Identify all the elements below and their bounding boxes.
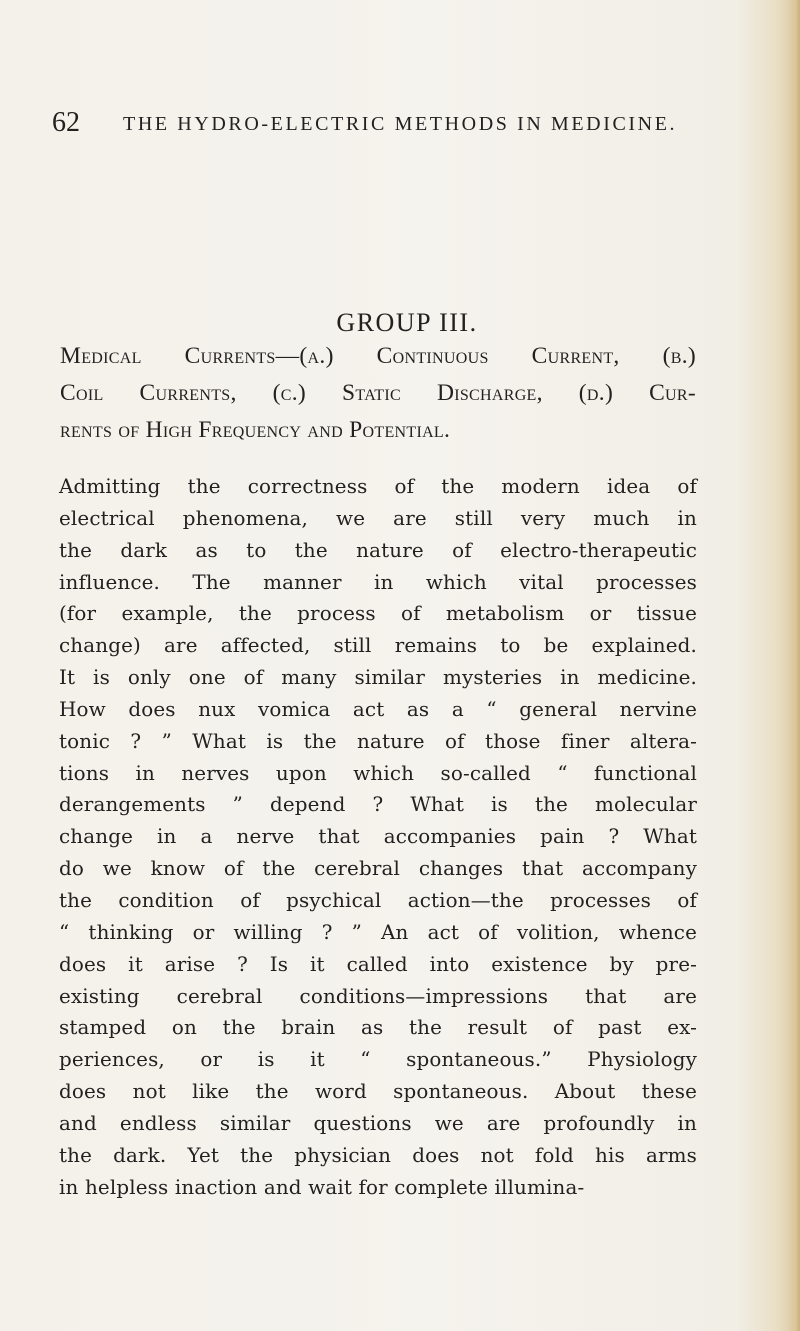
body-line: do we know of the cerebral changes that accompany	[59, 857, 697, 881]
section-heading-line: rents of High Frequency and Potential.	[60, 417, 451, 443]
body-line: (for example, the process of metabolism or tissue	[59, 602, 697, 626]
section-heading-line: Medical Currents—(a.) Continuous Current, (b.)	[60, 343, 696, 369]
body-line: stamped on the brain as the result of past ex-	[59, 1016, 697, 1040]
body-line: How does nux vomica act as a “ general nervine	[59, 697, 697, 721]
body-line: does not like the word spontaneous. About these	[59, 1080, 697, 1104]
body-line: derangements ” depend ? What is the molecular	[59, 793, 697, 817]
body-line: the dark as to the nature of electro-therapeutic	[59, 538, 697, 562]
running-head-title: THE HYDRO-ELECTRIC METHODS IN MEDICINE.	[123, 113, 678, 135]
body-line: periences, or is it “ spontaneous.” Physiology	[59, 1048, 697, 1072]
body-line: change) are affected, still remains to be explained.	[59, 634, 697, 658]
body-line: does it arise ? Is it called into existence by pre-	[59, 952, 697, 976]
body-line: “ thinking or willing ? ” An act of volition, whence	[59, 920, 697, 944]
body-line: It is only one of many similar mysteries in medicine.	[59, 666, 697, 690]
body-line: existing cerebral conditions—impressions that are	[59, 984, 697, 1008]
section-heading-line: Coil Currents, (c.) Static Discharge, (d.) Cur-	[60, 380, 696, 406]
body-line: and endless similar questions we are profoundly in	[59, 1111, 697, 1135]
running-head	[52, 106, 692, 140]
body-line: tions in nerves upon which so-called “ functional	[59, 761, 697, 785]
body-paragraph	[59, 471, 697, 1203]
group-title: GROUP III.	[336, 308, 478, 337]
page-edge	[788, 0, 800, 1331]
body-line: in helpless inaction and wait for complete illumina-	[59, 1175, 585, 1199]
body-line: electrical phenomena, we are still very much in	[59, 506, 697, 530]
body-line: influence. The manner in which vital processes	[59, 570, 697, 594]
body-line: change in a nerve that accompanies pain ? What	[59, 825, 697, 849]
body-line: Admitting the correctness of the modern idea of	[59, 475, 697, 498]
page-number: 62	[52, 107, 80, 138]
body-line: tonic ? ” What is the nature of those finer altera-	[59, 729, 697, 753]
body-line: the condition of psychical action—the processes of	[59, 888, 697, 912]
section-heading	[60, 338, 696, 449]
body-line: the dark. Yet the physician does not fold his arms	[59, 1143, 697, 1167]
